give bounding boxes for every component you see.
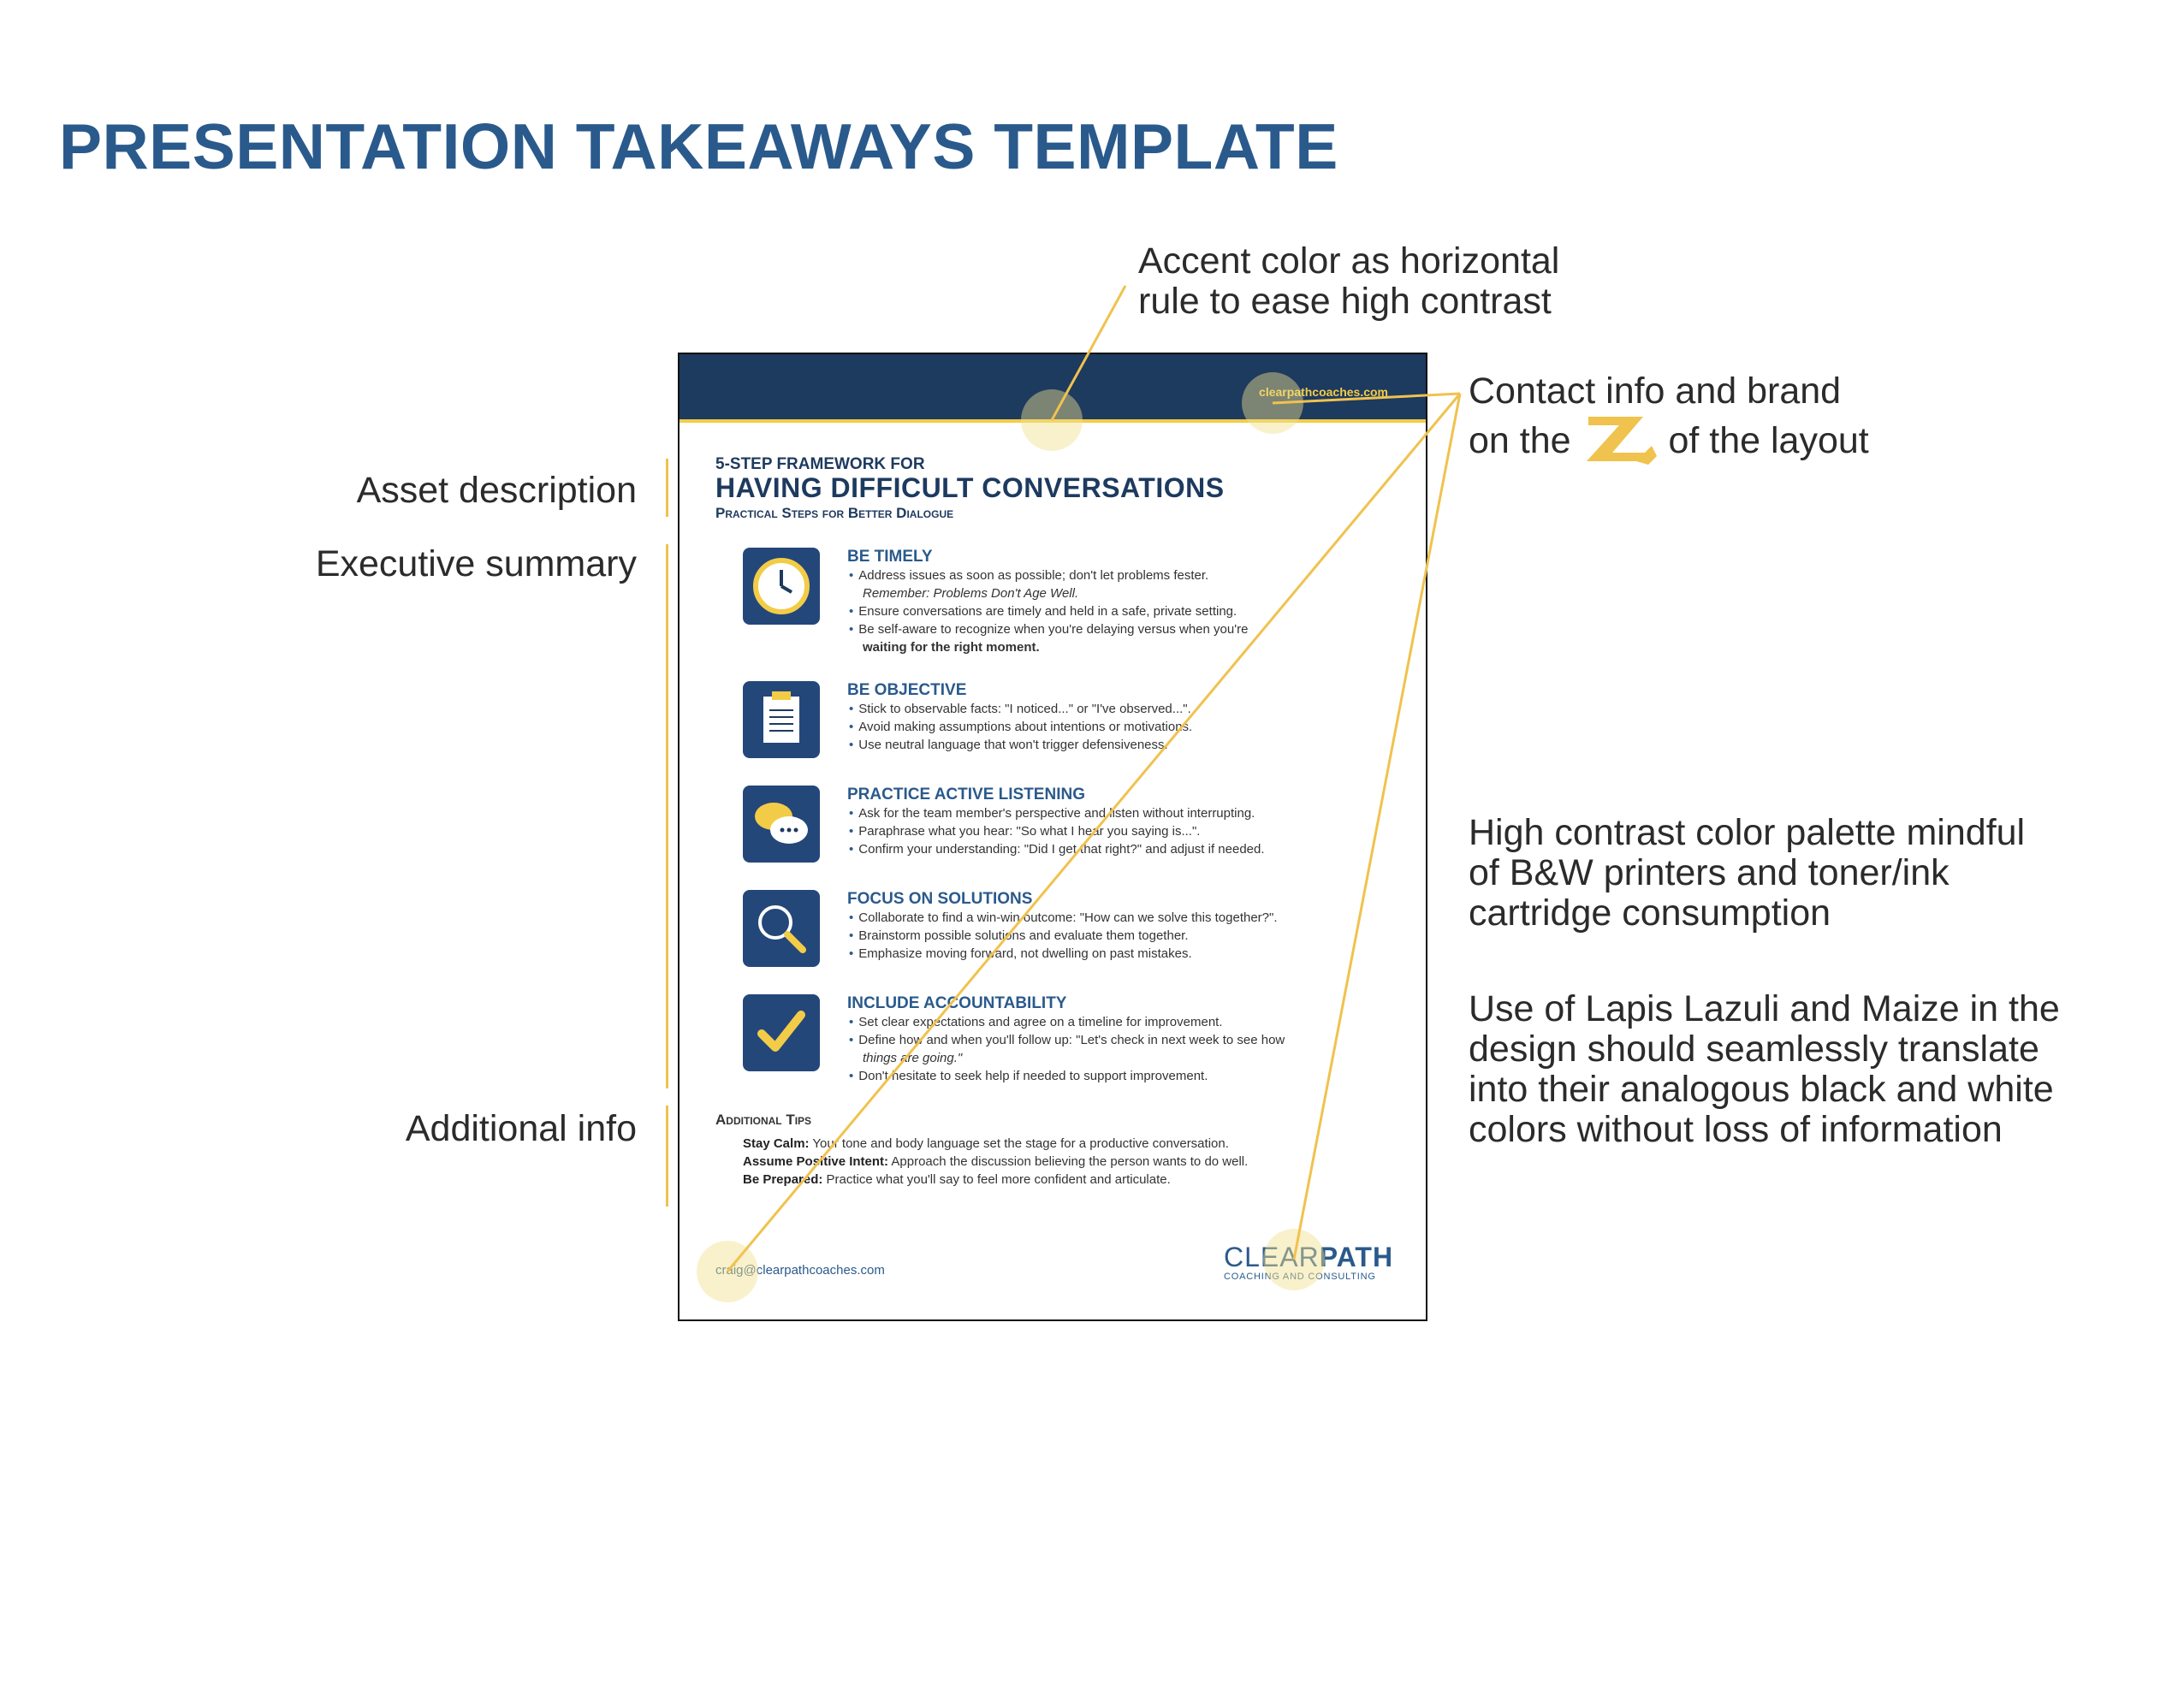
document-title: HAVING DIFFICULT CONVERSATIONS	[715, 472, 1225, 503]
listening-bullet-2: • Paraphrase what you hear: "So what I hear you saying is...".	[849, 824, 1200, 839]
section-heading-solutions: FOCUS ON SOLUTIONS	[847, 890, 1033, 908]
tips-heading: Additional Tips	[715, 1112, 812, 1128]
tip-2-label: Assume Positive Intent:	[743, 1154, 889, 1169]
accountability-bullet-2: • Define how and when you'll follow up: "Let's check in next week to see how	[849, 1033, 1285, 1047]
listening-bullet-3: • Confirm your understanding: "Did I get that right?" and adjust if needed.	[849, 842, 1265, 857]
document-email: craig@clearpathcoaches.com	[715, 1263, 885, 1278]
listening-bullet-1: • Ask for the team member's perspective and listen without interrupting.	[849, 806, 1255, 821]
objective-bullet-3: • Use neutral language that won't trigger defensiveness.	[849, 738, 1168, 752]
timely-bullet-1-cont: Remember: Problems Don't Age Well.	[863, 586, 1079, 601]
section-heading-listening: PRACTICE ACTIVE LISTENING	[847, 786, 1085, 803]
annotation-palette-line2: of B&W printers and toner/ink	[1469, 852, 1950, 893]
leader-line-logo	[1294, 394, 1460, 1260]
objective-bullet-2: • Avoid making assumptions about intentions or motivations.	[849, 720, 1192, 734]
logo-part2: PATH	[1319, 1242, 1394, 1272]
timely-bullet-1: • Address issues as soon as possible; don't let problems fester.	[849, 568, 1208, 583]
section-heading-timely: BE TIMELY	[847, 548, 933, 566]
leader-line-accent	[1052, 286, 1125, 420]
solutions-bullet-3: • Emphasize moving forward, not dwelling on past mistakes.	[849, 946, 1192, 961]
accountability-bullet-3: • Don't hesitate to seek help if needed to support improvement.	[849, 1069, 1208, 1083]
solutions-bullet-2: • Brainstorm possible solutions and evaluate them together.	[849, 928, 1189, 943]
logo-tagline: COACHING AND CONSULTING	[1224, 1272, 1376, 1282]
annotation-asset-description: Asset description	[356, 470, 637, 511]
leader-line-email	[727, 394, 1460, 1272]
document-kicker: 5-STEP FRAMEWORK FOR	[715, 455, 925, 473]
annotation-palette-line1: High contrast color palette mindful	[1469, 812, 2026, 853]
annotation-colors-line4: colors without loss of information	[1469, 1109, 2003, 1150]
tip-3-text: Practice what you'll say to feel more confident and articulate.	[822, 1172, 1171, 1187]
accountability-bullet-2-cont: things are going."	[863, 1051, 963, 1065]
annotation-colors-line2: design should seamlessly translate	[1469, 1029, 2039, 1070]
tip-1-label: Stay Calm:	[743, 1136, 810, 1151]
tip-1-text: Your tone and body language set the stage for a productive conversation.	[809, 1136, 1229, 1151]
tip-2-text: Approach the discussion believing the person wants to do well.	[888, 1154, 1249, 1169]
annotation-colors-line3: into their analogous black and white	[1469, 1069, 2054, 1110]
objective-bullet-1: • Stick to observable facts: "I noticed..." or "I've observed...".	[849, 702, 1191, 716]
annotation-accent-line1: Accent color as horizontal	[1138, 240, 1560, 282]
page-title: PRESENTATION TAKEAWAYS TEMPLATE	[59, 110, 1338, 182]
annotation-contact-line2b: of the layout	[1668, 420, 1869, 461]
tip-3-label: Be Prepared:	[743, 1172, 823, 1187]
annotation-additional-info: Additional info	[405, 1108, 637, 1149]
document-url: clearpathcoaches.com	[1259, 385, 1388, 399]
annotation-executive-summary: Executive summary	[315, 543, 637, 584]
accountability-bullet-1: • Set clear expectations and agree on a timeline for improvement.	[849, 1015, 1223, 1029]
solutions-bullet-1: • Collaborate to find a win-win outcome: "How can we solve this together?".	[849, 910, 1278, 925]
annotation-contact-line1: Contact info and brand	[1469, 371, 1842, 412]
section-heading-accountability: INCLUDE ACCOUNTABILITY	[847, 994, 1067, 1012]
annotation-palette-line3: cartridge consumption	[1469, 892, 1831, 934]
annotation-colors-line1: Use of Lapis Lazuli and Maize in the	[1469, 988, 2060, 1029]
annotation-accent-line2: rule to ease high contrast	[1138, 281, 1552, 322]
logo-part1: CLEAR	[1224, 1242, 1320, 1272]
timely-bullet-2: • Ensure conversations are timely and held in a safe, private setting.	[849, 604, 1237, 619]
timely-bullet-3: • Be self-aware to recognize when you're delaying versus when you're	[849, 622, 1248, 637]
annotation-contact-line2a: on the	[1469, 420, 1571, 461]
section-heading-objective: BE OBJECTIVE	[847, 681, 967, 699]
timely-bullet-3-cont: waiting for the right moment.	[863, 640, 1040, 655]
leader-line-url	[1273, 394, 1460, 403]
document-subtitle: Practical Steps for Better Dialogue	[715, 505, 954, 521]
